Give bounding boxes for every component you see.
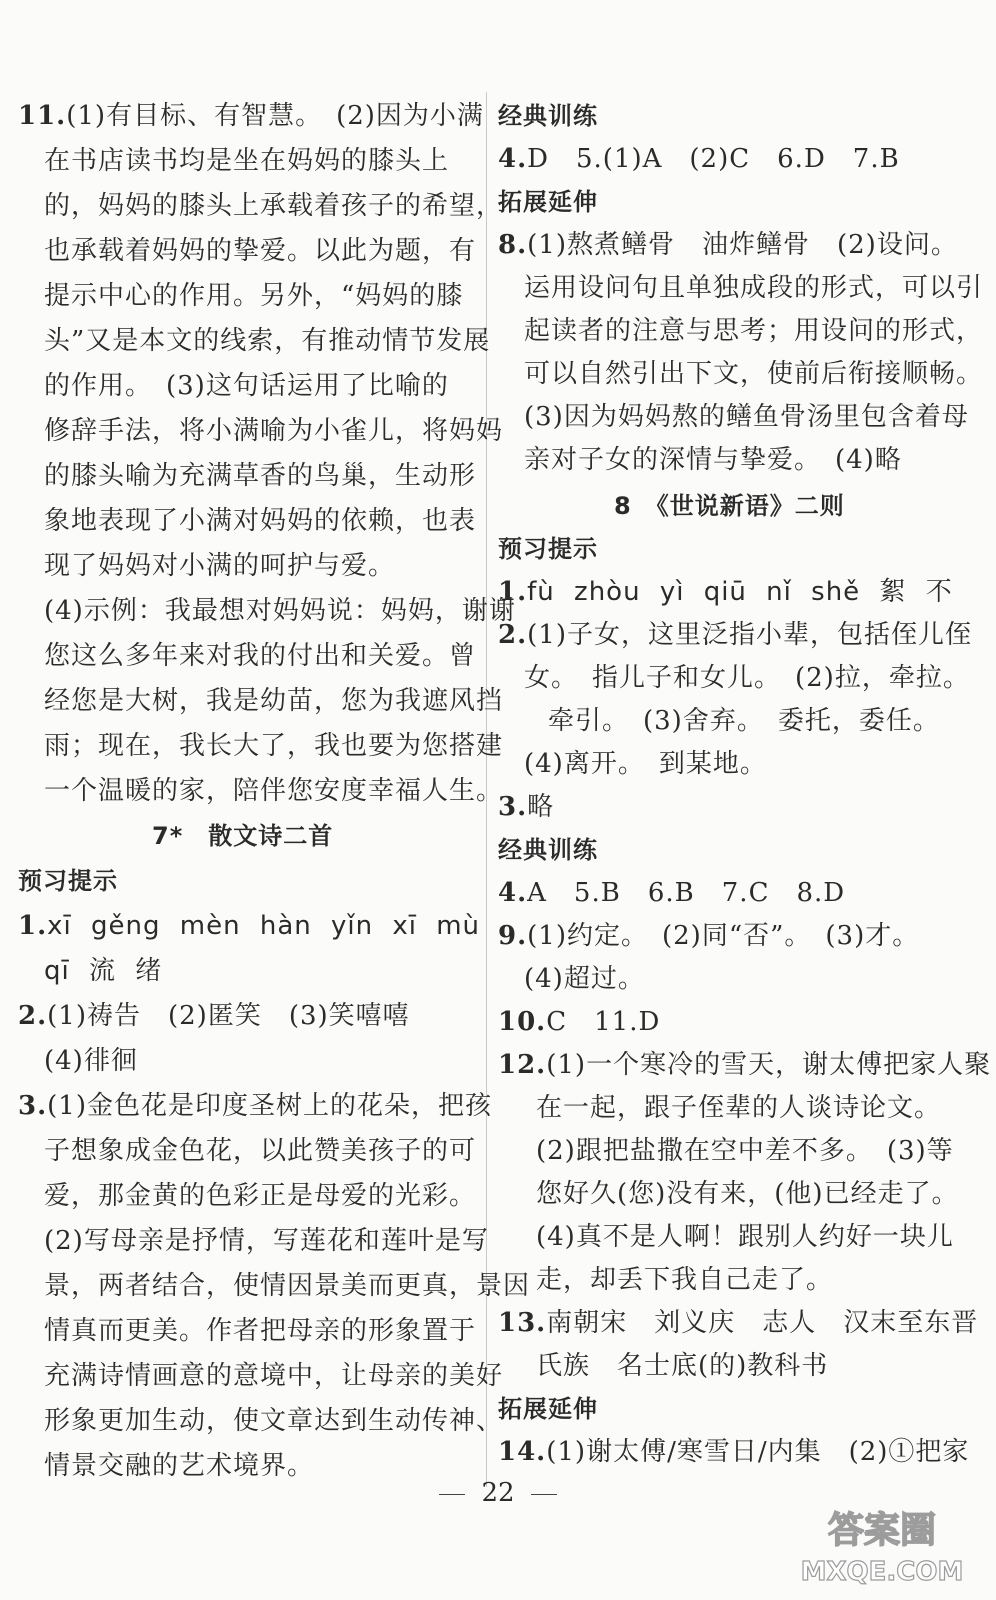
answer-line: 您这么多年来对我的付出和关爱。曾 (44, 641, 477, 671)
answer-line: 子想象成金色花，以此赞美孩子的可 (44, 1136, 477, 1166)
answer-line: (2)写母亲是抒情，写莲花和莲叶是写 (44, 1226, 489, 1256)
answer-line: 提示中心的作用。另外，“妈妈的膝 (44, 281, 464, 311)
answer-line: 4.D 5.(1)A (2)C 6.D 7.B (498, 144, 900, 174)
answer-line: (4)示例：我最想对妈妈说：妈妈，谢谢 (44, 596, 516, 626)
answer-line: 氏族 名士底(的)教科书 (536, 1351, 829, 1381)
answer-line: 起读者的注意与思考；用设问的形式， (524, 316, 984, 346)
answer-line: 头”又是本文的线索，有推动情节发展 (44, 326, 491, 356)
watermark-url: MXQE.COM (800, 1557, 964, 1587)
answer-line: 2.(1)祷告 (2)匿笑 (3)笑嘻嘻 (18, 1001, 410, 1031)
answer-line: 在书店读书均是坐在妈妈的膝头上 (44, 146, 450, 176)
answer-line: 10.C 11.D (498, 1007, 661, 1037)
answer-line: 1.fù zhòu yì qiū nǐ shě 絮 不 (498, 577, 953, 607)
answer-line: 1.xī gěng mèn hàn yǐn xī mù (18, 911, 481, 941)
lesson-title: 8 《世说新语》二则 (614, 492, 845, 520)
answer-line: 的作用。 (3)这句话运用了比喻的 (44, 371, 449, 401)
answer-line: 在一起，跟子侄辈的人谈诗论文。 (536, 1093, 942, 1123)
section-heading: 拓展延伸 (498, 1395, 598, 1423)
answer-line: 经您是大树，我是幼苗，您为我遮风挡 (44, 686, 504, 716)
lesson-title: 7* 散文诗二首 (152, 822, 334, 850)
watermark-text: 答案圈 (827, 1510, 937, 1551)
answer-line: 现了妈妈对小满的呵护与爱。 (44, 551, 396, 581)
answer-line: 亲对子女的深情与挚爱。 (4)略 (524, 445, 902, 475)
answer-line: 牵引。 (3)舍弃。 委托，委任。 (548, 706, 940, 736)
answer-line: 形象更加生动，使文章达到生动传神、 (44, 1406, 504, 1436)
answer-line: 9.(1)约定。 (2)同“否”。 (3)才。 (498, 921, 920, 951)
answer-line: 爱，那金黄的色彩正是母爱的光彩。 (44, 1181, 477, 1211)
answer-line: 修辞手法，将小满喻为小雀儿，将妈妈 (44, 416, 504, 446)
answer-line: 12.(1)一个寒冷的雪天，谢太傅把家人聚 (498, 1050, 992, 1080)
answer-line: 雨；现在，我长大了，我也要为您搭建 (44, 731, 504, 761)
answer-line: (2)跟把盐撒在空中差不多。 (3)等 (536, 1136, 954, 1166)
answer-line: 14.(1)谢太傅/寒雪日/内集 (2)①把家 (498, 1437, 970, 1467)
answer-line: 景，两者结合，使情因景美而更真，景因 (44, 1271, 531, 1301)
answer-line: 3.略 (498, 792, 555, 822)
answer-line: 运用设问句且单独成段的形式，可以引 (524, 273, 984, 303)
answer-line: (4)真不是人啊！跟别人约好一块儿 (536, 1222, 954, 1252)
answer-line: 也承载着妈妈的挚爱。以此为题，有 (44, 236, 477, 266)
answer-line: 13.南朝宋 刘义庆 志人 汉末至东晋 (498, 1308, 979, 1338)
section-heading: 预习提示 (18, 867, 118, 895)
section-heading: 经典训练 (498, 836, 598, 864)
answer-line: 情真而更美。作者把母亲的形象置于 (44, 1316, 477, 1346)
section-heading: 经典训练 (498, 102, 598, 130)
section-heading: 预习提示 (498, 535, 598, 563)
answer-line: 的膝头喻为充满草香的鸟巢，生动形 (44, 461, 477, 491)
answer-line: 4.A 5.B 6.B 7.C 8.D (498, 878, 846, 908)
page-number: 22 (0, 1478, 996, 1508)
answer-line: (4)离开。 到某地。 (524, 749, 767, 779)
answer-line: 一个温暖的家，陪伴您安度幸福人生。 (44, 776, 504, 806)
answer-line: (4)徘徊 (44, 1046, 138, 1076)
answer-line: 女。 指儿子和女儿。 (2)拉，牵拉。 (524, 663, 970, 693)
answer-line: (3)因为妈妈熬的鳝鱼骨汤里包含着母 (524, 402, 969, 432)
answer-line: 走，却丢下我自己走了。 (536, 1265, 834, 1295)
section-heading: 拓展延伸 (498, 188, 598, 216)
answer-line: 8.(1)熬煮鳝骨 油炸鳝骨 (2)设问。 (498, 230, 958, 260)
answer-line: 情景交融的艺术境界。 (44, 1451, 315, 1481)
answer-line: 象地表现了小满对妈妈的依赖，也表 (44, 506, 477, 536)
answer-line: 2.(1)子女，这里泛指小辈，包括侄儿侄 (498, 620, 972, 650)
answer-line: 的，妈妈的膝头上承载着孩子的希望， (44, 191, 504, 221)
answer-line: (4)超过。 (524, 964, 645, 994)
answer-line: qī 流 绪 (44, 956, 163, 986)
answer-line: 可以自然引出下文，使前后衔接顺畅。 (524, 359, 984, 389)
watermark-logo (782, 1500, 982, 1592)
answer-line: 3.(1)金色花是印度圣树上的花朵，把孩 (18, 1091, 492, 1121)
answer-line: 您好久(您)没有来，(他)已经走了。 (536, 1179, 959, 1209)
answer-line: 11.(1)有目标、有智慧。 (2)因为小满 (18, 101, 484, 131)
answer-line: 充满诗情画意的意境中，让母亲的美好 (44, 1361, 504, 1391)
